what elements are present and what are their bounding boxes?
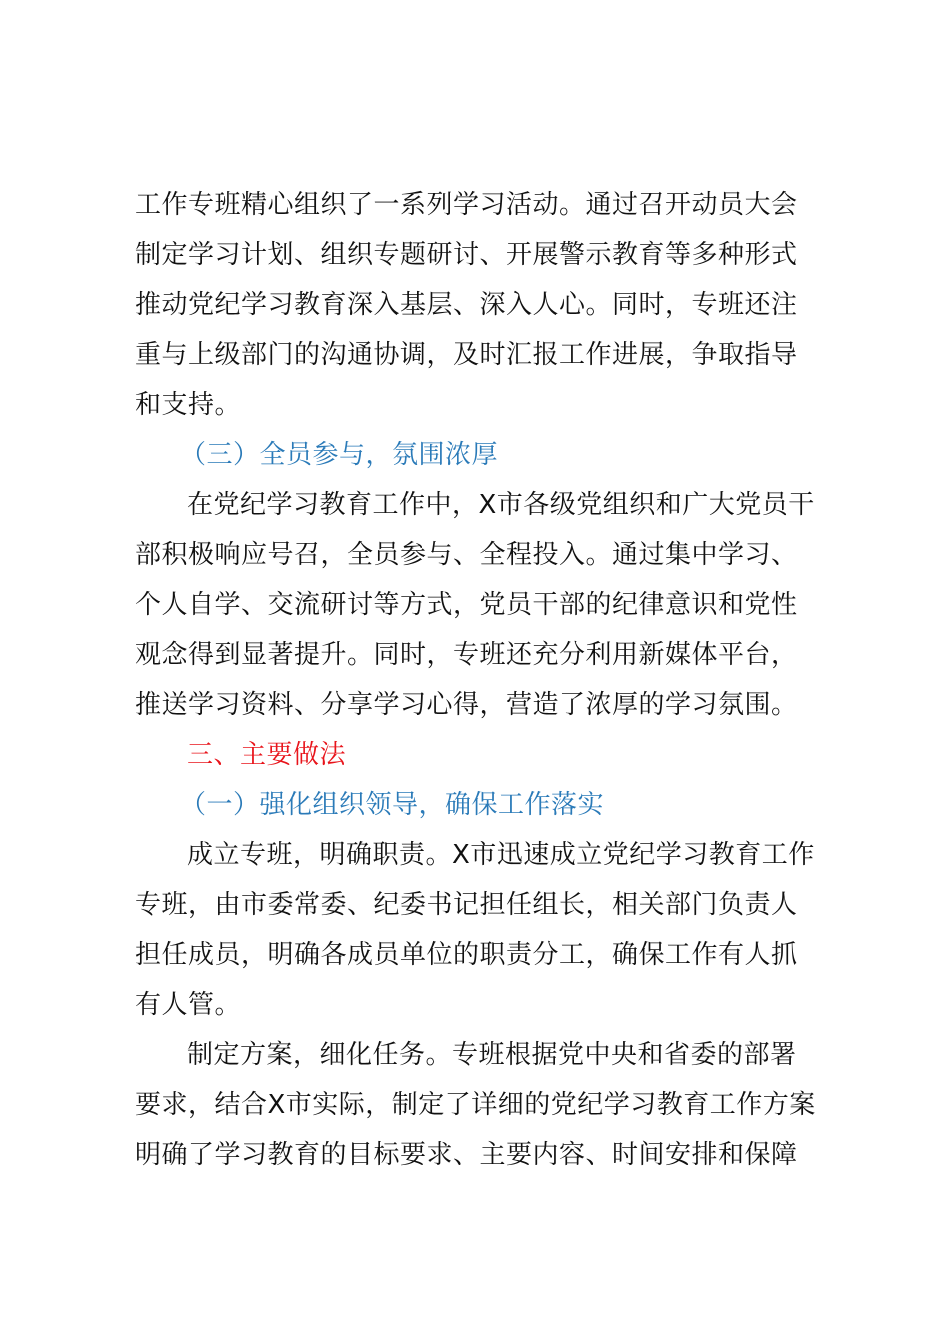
paragraph-line: 在党纪学习教育工作中，X市各级党组织和广大党员干	[187, 490, 815, 520]
paragraph-line: 观念得到显著提升。同时，专班还充分利用新媒体平台，	[135, 640, 798, 670]
section-heading-3: 三、主要做法	[187, 740, 347, 770]
paragraph-line: 个人自学、交流研讨等方式，党员干部的纪律意识和党性	[135, 590, 798, 620]
paragraph-line: 推送学习资料、分享学习心得，营造了浓厚的学习氛围。	[135, 690, 798, 720]
paragraph-line: 专班，由市委常委、纪委书记担任组长，相关部门负责人	[135, 890, 798, 920]
subheading-1: （一）强化组织领导，确保工作落实	[180, 790, 605, 820]
paragraph-line: 制定学习计划、组织专题研讨、开展警示教育等多种形式	[135, 240, 798, 270]
paragraph-line: 部积极响应号召，全员参与、全程投入。通过集中学习、	[135, 540, 798, 570]
paragraph-line: 推动党纪学习教育深入基层、深入人心。同时，专班还注	[135, 290, 798, 320]
paragraph-line: 担任成员，明确各成员单位的职责分工，确保工作有人抓	[135, 940, 798, 970]
paragraph-line: 工作专班精心组织了一系列学习活动。通过召开动员大会	[135, 190, 798, 220]
paragraph-line: 明确了学习教育的目标要求、主要内容、时间安排和保障	[135, 1140, 798, 1170]
paragraph-line: 重与上级部门的沟通协调，及时汇报工作进展，争取指导	[135, 340, 798, 370]
paragraph-line: 制定方案，细化任务。专班根据党中央和省委的部署	[187, 1040, 797, 1070]
paragraph-line: 要求，结合X市实际，制定了详细的党纪学习教育工作方案	[135, 1090, 816, 1120]
paragraph-line: 和支持。	[135, 390, 242, 420]
paragraph-line: 有人管。	[135, 990, 242, 1020]
subheading-3: （三）全员参与，氛围浓厚	[180, 440, 499, 470]
paragraph-line: 成立专班，明确职责。X市迅速成立党纪学习教育工作	[187, 840, 815, 870]
